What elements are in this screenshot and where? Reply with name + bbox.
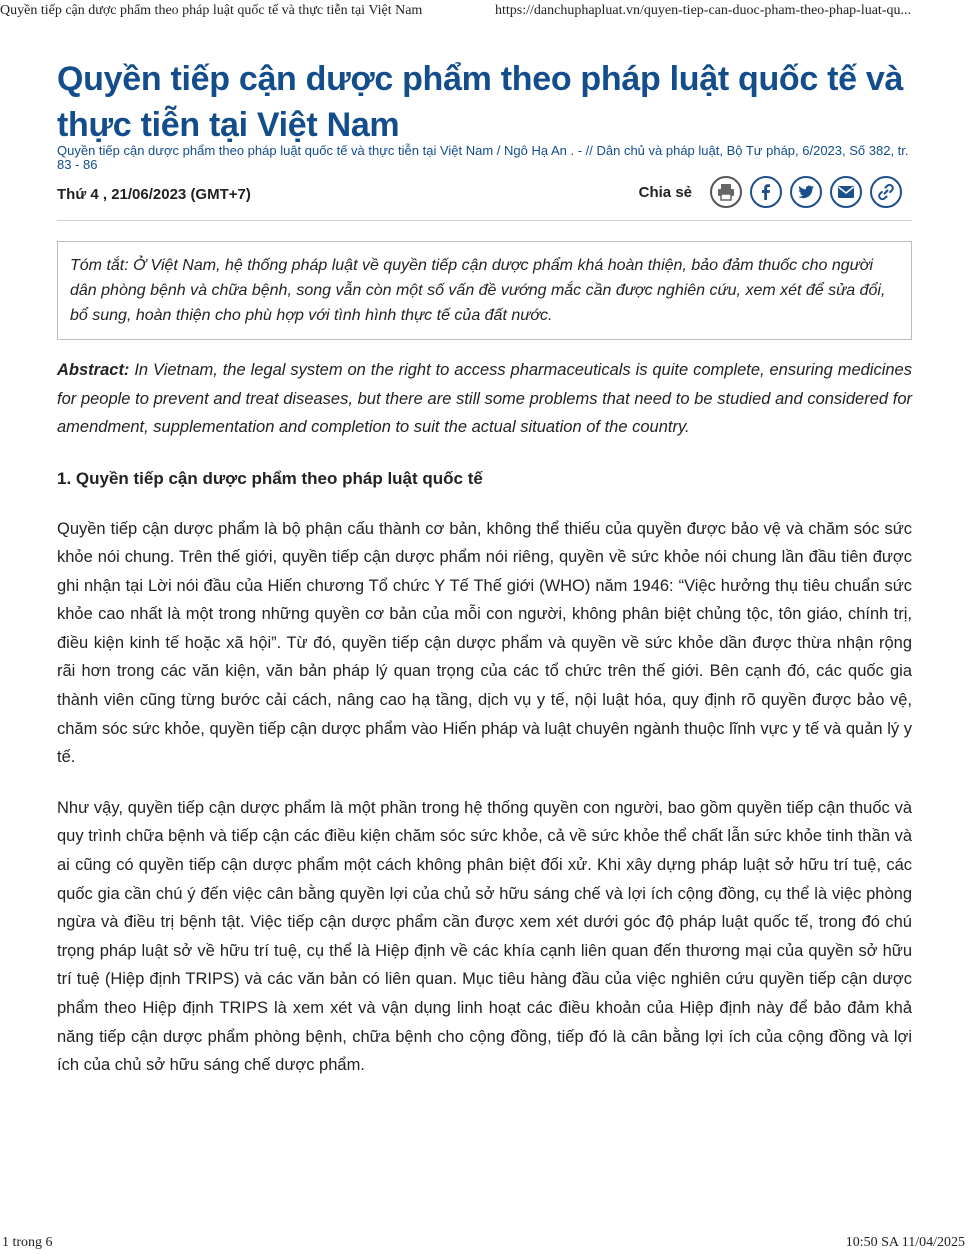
summary-box: Tóm tắt: Ở Việt Nam, hệ thống pháp luật về quyền tiếp cận dược phẩm khá hoàn thiện, bảo đảm thuốc cho người dân phòng bệnh và chữa bệnh, song vẫn còn một số vấn đề vướng mắc cần được nghiên cứu, xem xét để sửa đổi, bổ sung, hoàn thiện cho phù hợp với tình hình thực tế của đất nước.: [57, 241, 912, 340]
abstract-text: In Vietnam, the legal system on the right to access pharmaceuticals is quite complete, ensuring medicines for people to prevent and treat diseases, but there are still some problems that need to be studied and considered for amendment, supplementation and completion to suit the actual situation of the country.: [57, 361, 912, 436]
print-footer: [0, 1232, 969, 1254]
print-timestamp: 10:50 SA 11/04/2025: [845, 1235, 965, 1250]
page-number: 1 trong 6: [2, 1235, 53, 1250]
abstract: [57, 356, 912, 442]
share-label: Chia sẻ: [638, 183, 692, 201]
link-icon: [876, 182, 896, 202]
share-bar: [639, 176, 902, 208]
article-title: Quyền tiếp cận dược phẩm theo pháp luật quốc tế và thực tiễn tại Việt Nam: [57, 60, 904, 144]
print-header: [0, 0, 969, 22]
share-twitter-button[interactable]: [790, 176, 822, 208]
email-icon: [836, 182, 856, 202]
article-citation: Quyền tiếp cận dược phẩm theo pháp luật quốc tế và thực tiễn tại Việt Nam / Ngô Hạ An . - // Dân chủ và pháp luật, Bộ Tư pháp, 6/2023, Số 382, tr. 83 - 86: [57, 143, 909, 172]
share-print-button[interactable]: [710, 176, 742, 208]
abstract-label: Abstract:: [57, 361, 130, 379]
divider: [57, 220, 912, 221]
article-meta: [57, 176, 912, 216]
print-header-title: Quyền tiếp cận dược phẩm theo pháp luật quốc tế và thực tiễn tại Việt Nam: [0, 3, 423, 18]
share-email-button[interactable]: [830, 176, 862, 208]
body-paragraph: Quyền tiếp cận dược phẩm là bộ phận cấu thành cơ bản, không thể thiếu của quyền được bảo vệ và chăm sóc sức khỏe nói chung. Trên thế giới, quyền tiếp cận dược phẩm nói riêng, quyền về sức khỏe nói chung lần đầu tiên được ghi nhận tại Lời nói đầu của Hiến chương Tổ chức Y Tế Thế giới (WHO) năm 1946: “Việc hưởng thụ tiêu chuẩn sức khỏe cao nhất là một trong những quyền cơ bản của mỗi con người, không phân biệt chủng tộc, tôn giáo, chính trị, điều kiện kinh tế hoặc xã hội”. Từ đó, quyền tiếp cận dược phẩm và quyền về sức khỏe dần được thừa nhận rộng rãi hơn trong các văn kiện, văn bản pháp lý quan trọng của các tổ chức trên thế giới. Bên cạnh đó, các quốc gia thành viên cũng từng bước cải cách, nâng cao hạ tầng, dịch vụ y tế, nội luật hóa, quy định rõ quyền được bảo vệ, chăm sóc sức khỏe, quyền tiếp cận dược phẩm vào Hiến pháp và luật chuyên ngành thuộc lĩnh vực y tế và quản lý y tế.: [57, 519, 912, 767]
print-header-url: https://danchuphapluat.vn/quyen-tiep-can-duoc-pham-theo-phap-luat-qu...: [495, 3, 911, 18]
share-link-button[interactable]: [870, 176, 902, 208]
section-heading: 1. Quyền tiếp cận dược phẩm theo pháp luật quốc tế: [57, 468, 483, 488]
share-facebook-button[interactable]: [750, 176, 782, 208]
body-paragraph: Như vậy, quyền tiếp cận dược phẩm là một phần trong hệ thống quyền con người, bao gồm quyền tiếp cận thuốc và quy trình chữa bệnh và tiếp cận các điều kiện chăm sóc sức khỏe, cả về sức khỏe thể chất lẫn sức khỏe tinh thần và ai cũng có quyền tiếp cận dược phẩm một cách không phân biệt đối xử. Khi xây dựng pháp luật sở hữu trí tuệ, các quốc gia cần chú ý đến việc cân bằng quyền lợi của chủ sở hữu sáng chế và lợi ích cộng đồng, cụ thể là việc phòng ngừa và điều trị bệnh tật. Việc tiếp cận dược phẩm cần được xem xét dưới góc độ pháp luật quốc tế, trong đó chú trọng pháp luật sở về hữu trí tuệ, cụ thể là Hiệp định về các khía cạnh liên quan đến thương mại của quyền sở hữu trí tuệ (Hiệp định TRIPS) và các văn bản có liên quan. Mục tiêu hàng đầu của việc nghiên cứu quyền tiếp cận dược phẩm theo Hiệp định TRIPS là xem xét và vận dụng linh hoạt các điều khoản của Hiệp định này để bảo đảm khả năng tiếp cận dược phẩm phòng bệnh, chữa bệnh cho cộng đồng, tiếp đó là cân bằng lợi ích của cộng đồng và lợi ích của chủ sở hữu sáng chế dược phẩm.: [57, 798, 912, 1075]
publish-date: Thứ 4 , 21/06/2023 (GMT+7): [57, 186, 251, 203]
facebook-icon: [756, 182, 776, 202]
article: [57, 56, 912, 1080]
twitter-icon: [796, 182, 816, 202]
print-icon: [716, 182, 736, 202]
